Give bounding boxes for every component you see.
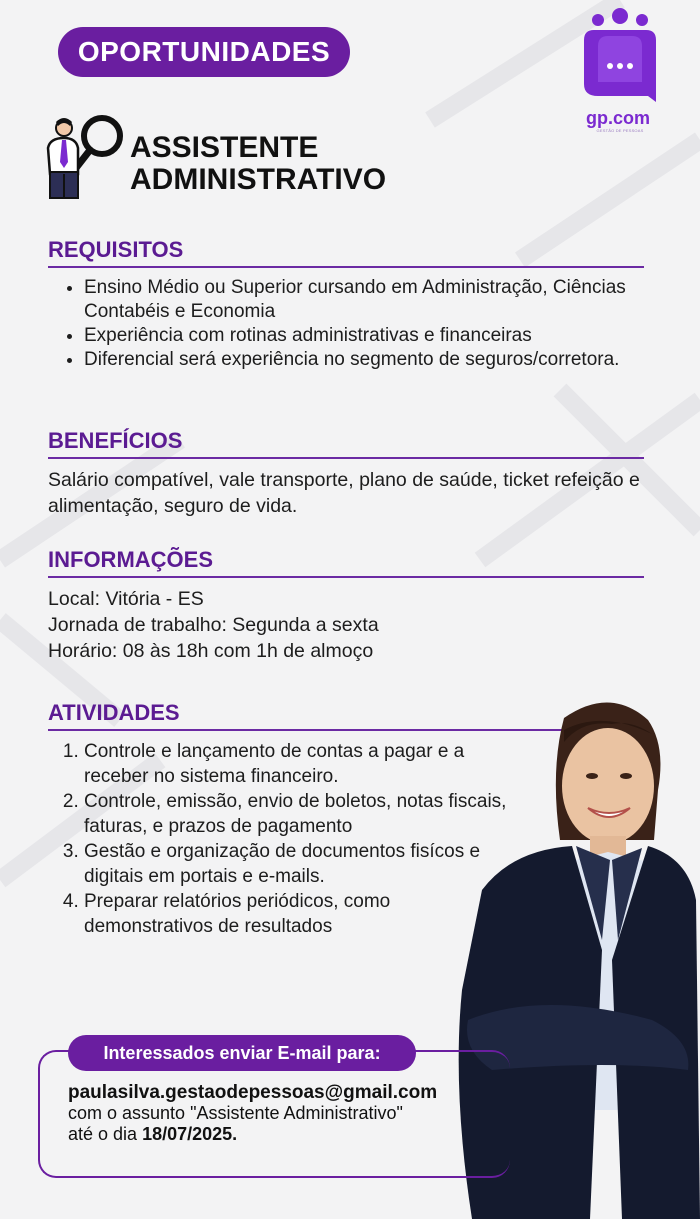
requirements-heading: REQUISITOS bbox=[48, 236, 644, 268]
activities-list bbox=[48, 739, 514, 939]
contact-label: Interessados enviar E-mail para: bbox=[68, 1035, 416, 1071]
deadline-date: 18/07/2025. bbox=[142, 1124, 238, 1144]
list-item: 3. Gestão e organização de documentos fisícos e digitais em portais e e-mails. bbox=[84, 839, 514, 889]
list-item: • Ensino Médio ou Superior cursando em Administração, Ciências Contabéis e Economia bbox=[84, 276, 644, 324]
logo-subtitle: GESTÃO DE PESSOAS bbox=[596, 128, 644, 133]
contact-email[interactable]: paulasilva.gestaodepessoas@gmail.com bbox=[68, 1082, 438, 1103]
requirements-list bbox=[48, 276, 644, 372]
list-item: 1. Controle e lançamento de contas a pagar e a receber no sistema financeiro. bbox=[84, 739, 514, 789]
job-title-line-1: ASSISTENTE bbox=[130, 131, 319, 164]
job-title-line-2: ADMINISTRATIVO bbox=[130, 163, 387, 196]
list-item: • Diferencial será experiência no segmento de seguros/corretora. bbox=[84, 348, 644, 372]
list-item: • Experiência com rotinas administrativas e financeiras bbox=[84, 324, 644, 348]
opportunities-badge: OPORTUNIDADES bbox=[58, 27, 350, 77]
benefits-heading: BENEFÍCIOS bbox=[48, 427, 644, 459]
person-magnifier-icon bbox=[36, 112, 128, 202]
info-line: Horário: 08 às 18h com 1h de almoço bbox=[48, 640, 374, 662]
contact-details bbox=[68, 1082, 437, 1145]
info-line: Local: Vitória - ES bbox=[48, 588, 204, 610]
contact-deadline bbox=[68, 1124, 437, 1145]
benefits-section bbox=[48, 427, 644, 519]
contact-subject: com o assunto "Assistente Administrativo" bbox=[68, 1103, 403, 1123]
requirements-section bbox=[48, 236, 644, 372]
list-item: 4. Preparar relatórios periódicos, como demonstrativos de resultados bbox=[84, 889, 514, 939]
information-heading: INFORMAÇÕES bbox=[48, 546, 644, 578]
information-section bbox=[48, 546, 644, 664]
list-item: 2. Controle, emissão, envio de boletos, notas fiscais, faturas, e prazos de pagamento bbox=[84, 789, 514, 839]
logo-text: gp.com bbox=[585, 108, 650, 128]
activities-heading: ATIVIDADES bbox=[48, 699, 568, 731]
benefits-text: Salário compatível, vale transporte, plano de saúde, ticket refeição e alimentação, seguro de vida. bbox=[48, 469, 640, 517]
deadline-prefix: até o dia bbox=[68, 1124, 143, 1144]
info-line: Jornada de trabalho: Segunda a sexta bbox=[48, 614, 379, 636]
job-title bbox=[130, 132, 386, 196]
